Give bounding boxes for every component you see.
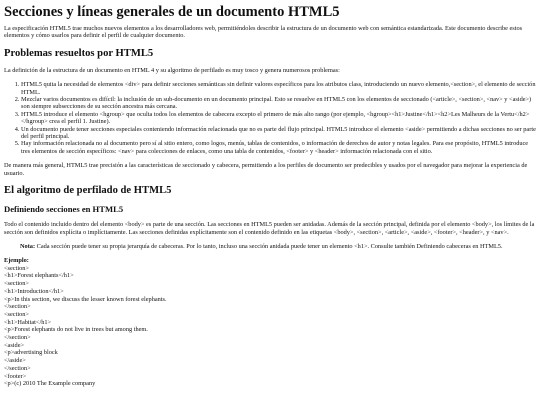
code-line: <p>In this section, we discuss the lesser known forest elephants. xyxy=(4,295,167,303)
code-line: <section> xyxy=(4,264,29,272)
page-title: Secciones y líneas generales de un documento HTML5 xyxy=(4,4,340,20)
code-line: </section> xyxy=(4,334,31,342)
intro-paragraph: La especificación HTML5 trae muchos nuevos elementos a los desarrolladores web, permitiéndoles describir la estructura de un documento web con semántica estandarizada. Este documento describe estos elementos y cómo usarlos para definir el perfil de cualquier documento. xyxy=(4,25,523,40)
code-line: <aside> xyxy=(4,341,25,349)
problems-list xyxy=(4,81,536,155)
problems-list-item: 4. Un documento puede tener secciones especiales conteniendo información relacionada que no es parte del flujo principal. HTML5 introduce el elemento <aside> permitiendo a dichas secciones no ser parte del perfil principal. xyxy=(21,126,536,141)
defining-sections-paragraph: Todo el contenido incluido dentro del elemento <body> es parte de una sección. Las secciones en HTML5 pueden ser anidadas. Además de la sección principal, definida por el elemento <body>, los límites de la sección son definidos explícita o implícitamente. Las secciones definidas explícitamente son el contenido definido en las etiquetas <body>, <section>, <article>, <aside>, <footer>, <header>, y <nav>. xyxy=(4,221,535,236)
code-line: </section> xyxy=(4,303,31,311)
code-line: <section> xyxy=(4,280,29,288)
note-block xyxy=(4,243,536,250)
note-text: Cada sección puede tener su propia jerarquía de cabeceras. Por lo tanto, incluso una sección anidada puede tener un elemento <h1>. Consulte también Definiendo cabeceras en HTML5. xyxy=(35,242,503,250)
code-line: <footer> xyxy=(4,372,27,380)
problems-list-item: 3. HTML5 introduce el elemento <hgroup> que oculta todos los elementos de cabecera excepto el primero de más alto rango (por ejemplo, <hgroup><h1>Justine</h1><h2>Les Malheurs de la Vertu</h2></hgroup> crea el perfil 1. Justine). xyxy=(21,111,536,126)
problems-lead-paragraph: La definición de la estructura de un documento en HTML 4 y su algoritmo de perfilado es muy tosco y genera numerosos problemas: xyxy=(4,66,340,74)
code-line: <p>advertising block xyxy=(4,349,58,357)
example-code-block xyxy=(4,265,536,388)
problems-list-item: 1. HTML5 quita la necesidad de elementos <div> para definir secciones semánticas sin definir valores específicos para los atributos class, introduciendo un nuevo elemento,<section>, el elemento de sección HTML. xyxy=(21,81,536,96)
code-line: <p>(c) 2010 The Example company xyxy=(4,380,96,388)
problems-list-item: 2. Mezclar varios documentos es difícil: la inclusión de un sub-documento en un documento principal. Esto se resuelve en HTML5 con los elementos de seccionado (<article>, <section>, <nav> y <aside>) son siempre subsecciones de su sección ancestra más cercana. xyxy=(21,96,536,111)
code-line: <h1>Habitat</h1> xyxy=(4,318,52,326)
code-line: <h1>Introduction</h1> xyxy=(4,287,64,295)
note-label: Nota: xyxy=(20,242,36,250)
code-line: </section> xyxy=(4,364,31,372)
defining-sections-heading: Definiendo secciones en HTML5 xyxy=(4,204,124,215)
example-label: Ejemplo: xyxy=(4,257,29,265)
problems-list-item: 5. Hay información relacionada no al documento pero sí al sitio entero, como logos, menús, tablas de contenidos, o información de derechos de autor y notas legales. Para ese propósito, HTML5 introduce tres elementos de sección específicos: <nav> para colecciones de enlaces, como una tabla de contenidos, <footer> y <header> información relacionada con el sitio. xyxy=(21,140,536,155)
code-line: <h1>Forest elephants</h1> xyxy=(4,272,74,280)
code-line: </aside> xyxy=(4,357,26,365)
document-page xyxy=(4,0,536,405)
code-line: <section> xyxy=(4,310,29,318)
code-line: <p>Forest elephants do not live in trees but among them. xyxy=(4,326,148,334)
algorithm-heading: El algoritmo de perfilado de HTML5 xyxy=(4,185,172,197)
problems-heading: Problemas resueltos por HTML5 xyxy=(4,47,154,59)
problems-outro-paragraph: De manera más general, HTML5 trae precisión a las características de seccionado y cabecera, permitiendo a los perfiles de documento ser predecibles y usados por el navegador para mejorar la experiencia de usuario. xyxy=(4,162,528,177)
